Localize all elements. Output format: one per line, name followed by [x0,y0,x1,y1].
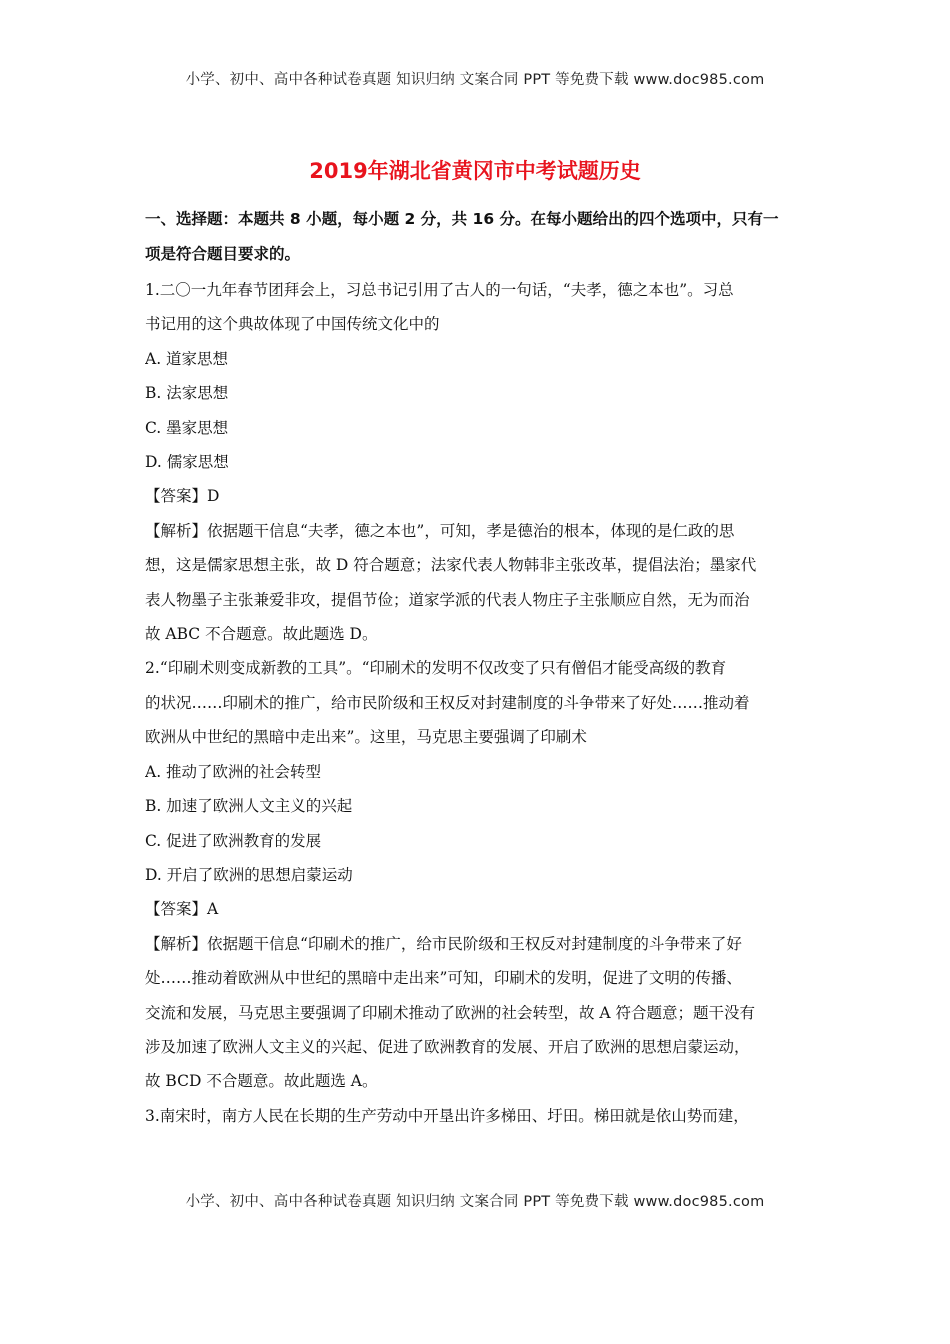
option-a: A. 道家思想 [145,349,229,368]
question-stem: 3.南宋时，南方人民在长期的生产劳动中开垦出许多梯田、圩田。梯田就是依山势而建， [145,1106,749,1125]
page-header: 小学、初中、高中各种试卷真题 知识归纳 文案合同 PPT 等免费下载 www.doc985.com [185,72,765,88]
question-stem: 1.二〇一九年春节团拜会上，习总书记引用了古人的一句话，“夫孝，德之本也”。习总 [145,281,734,299]
analysis-line: 想，这是儒家思想主张，故 D 符合题意；法家代表人物韩非主张改革，提倡法治；墨家代 [145,556,757,575]
answer: 【答案】A [145,900,219,919]
question-stem: 的状况……印刷术的推广，给市民阶级和王权反对封建制度的斗争带来了好处……推动着 [145,693,750,712]
analysis-line: 【解析】依据题干信息“印刷术的推广，给市民阶级和王权反对封建制度的斗争带来了好 [145,934,742,953]
analysis-line: 故 BCD 不合题意。故此题选 A。 [145,1072,378,1091]
section-heading [145,202,810,272]
option-a: A. 推动了欧洲的社会转型 [145,762,322,781]
question-stem: 欧洲从中世纪的黑暗中走出来”。这里，马克思主要强调了印刷术 [145,728,587,747]
analysis-line: 表人物墨子主张兼爱非攻，提倡节俭；道家学派的代表人物庄子主张顺应自然，无为而治 [145,590,750,609]
option-c: C. 墨家思想 [145,418,229,437]
option-b: B. 法家思想 [145,384,229,403]
document-body [145,202,810,1133]
option-c: C. 促进了欧洲教育的发展 [145,831,322,850]
analysis-line: 涉及加速了欧洲人文主义的兴起、促进了欧洲教育的发展、开启了欧洲的思想启蒙运动， [145,1037,750,1056]
page-title: 2019年湖北省黄冈市中考试题历史 [309,159,641,183]
analysis-line: 【解析】依据题干信息“夫孝，德之本也”，可知，孝是德治的根本，体现的是仁政的思 [145,521,735,540]
question-3 [145,1099,810,1133]
option-d: D. 开启了欧洲的思想启蒙运动 [145,865,353,884]
analysis-line: 交流和发展，马克思主要强调了印刷术推动了欧洲的社会转型，故 A 符合题意；题干没有 [145,1003,756,1022]
section-heading-line: 一、选择题：本题共 8 小题，每小题 2 分，共 16 分。在每小题给出的四个选项中，只有一 [145,210,779,228]
page-footer: 小学、初中、高中各种试卷真题 知识归纳 文案合同 PPT 等免费下载 www.doc985.com [185,1194,765,1210]
answer: 【答案】D [145,487,220,506]
analysis-line: 故 ABC 不合题意。故此题选 D。 [145,625,378,644]
question-1 [145,273,810,651]
analysis-line: 处……推动着欧洲从中世纪的黑暗中走出来”可知，印刷术的发明，促进了文明的传播、 [145,969,742,988]
question-2 [145,651,810,1098]
question-stem: 书记用的这个典故体现了中国传统文化中的 [145,315,440,334]
option-b: B. 加速了欧洲人文主义的兴起 [145,797,353,816]
question-stem: 2.“印刷术则变成新教的工具”。“印刷术的发明不仅改变了只有僧侣才能受高级的教育 [145,659,727,678]
option-d: D. 儒家思想 [145,453,229,472]
section-heading-line: 项是符合题目要求的。 [145,245,301,263]
